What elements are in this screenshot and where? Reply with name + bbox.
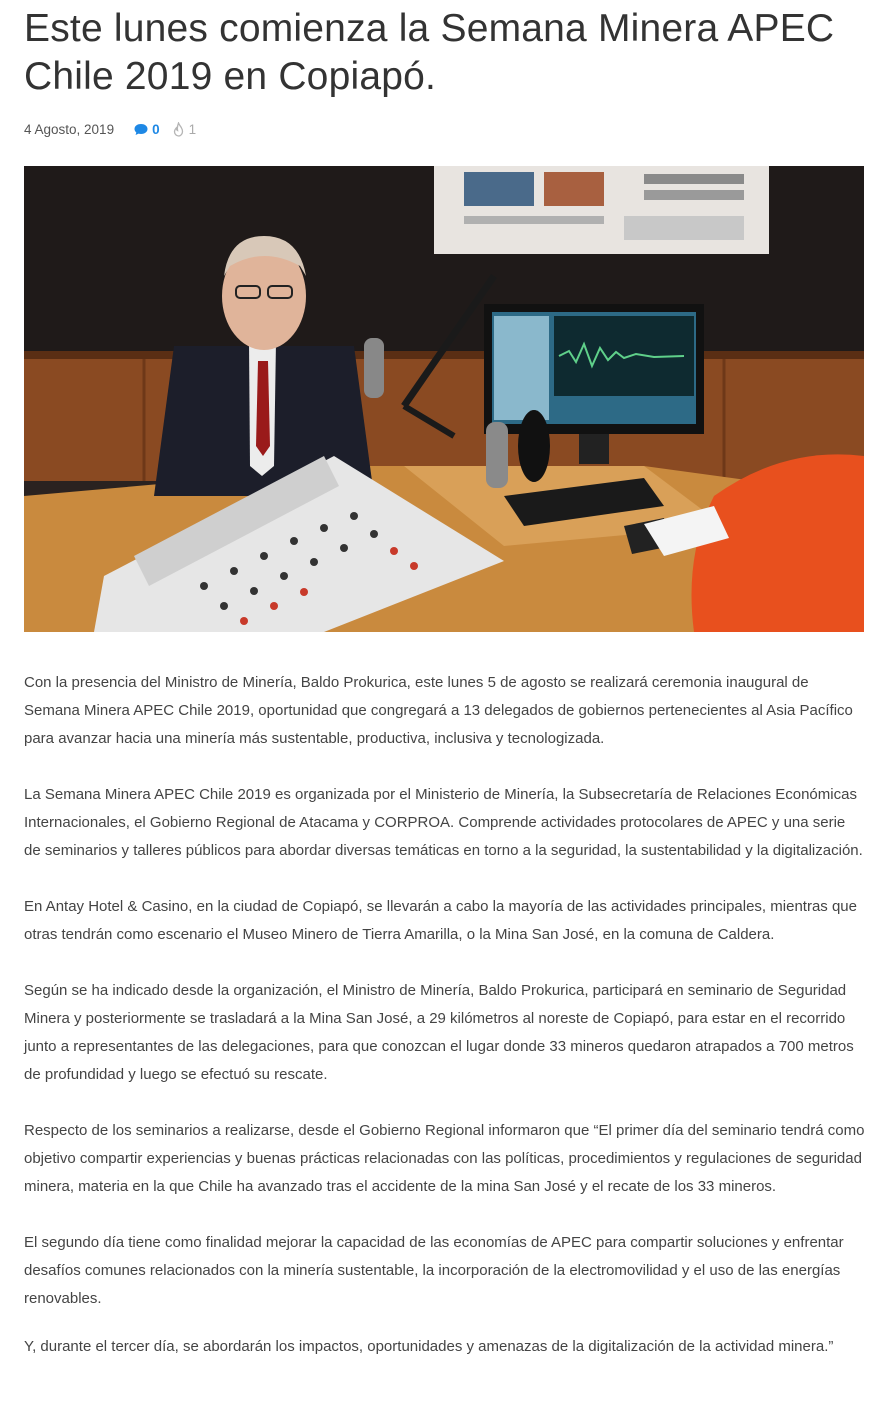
article-container bbox=[24, 0, 866, 1355]
paragraph-6: El segundo día tiene como finalidad mejorar la capacidad de las economías de APEC para compartir soluciones y enfrentar desafíos comunes relacionados con la minería sustentable, la incorporación de la electromovilidad y el uso de las energías renovables. bbox=[24, 1234, 844, 1307]
comments-count: 0 bbox=[152, 122, 160, 137]
paragraph-4: Según se ha indicado desde la organización, el Ministro de Minería, Baldo Prokurica, participará en seminario de Seguridad Minera y posteriormente se trasladará a la Mina San José, a 29 kilómetros al noreste de Copiapó, para estar en el recorrido junto a representantes de las delegaciones, para que conozcan el lugar donde 33 mineros quedaron atrapados a 700 metros de profundidad y luego se efectuó su rescate. bbox=[24, 982, 854, 1083]
paragraph-3: En Antay Hotel & Casino, en la ciudad de Copiapó, se llevarán a cabo la mayoría de las actividades principales, mientras que otras tendrán como escenario el Museo Minero de Tierra Amarilla, o la Mina San José, en la comuna de Caldera. bbox=[24, 898, 857, 943]
paragraph-7: Y, durante el tercer día, se abordarán los impactos, oportunidades y amenazas de la digitalización de la actividad minera.” bbox=[24, 1338, 834, 1355]
views-count: 1 bbox=[188, 122, 197, 137]
article-title: Este lunes comienza la Semana Minera APEC Chile 2019 en Copiapó. bbox=[24, 7, 835, 98]
article-meta bbox=[24, 122, 196, 137]
paragraph-5: Respecto de los seminarios a realizarse, desde el Gobierno Regional informaron que “El primer día del seminario tendrá como objetivo compartir experiencias y buenas prácticas relacionadas con las políticas, procedimientos y regulaciones de seguridad minera, materia en la que Chile ha avanzado tras el accidente de la mina San José y el recate de los 33 mineros. bbox=[24, 1122, 865, 1195]
featured-photo bbox=[24, 166, 864, 632]
views-counter bbox=[172, 122, 197, 137]
comment-bubble-icon bbox=[134, 123, 148, 136]
paragraph-2: La Semana Minera APEC Chile 2019 es organizada por el Ministerio de Minería, la Subsecretaría de Relaciones Económicas Internacionales, el Gobierno Regional de Atacama y CORPROA. Comprende actividades protocolares de APEC y una serie de seminarios y talleres públicos para abordar diversas temáticas en torno a la seguridad, la sustentabilidad y la digitalización. bbox=[24, 786, 863, 859]
flame-icon bbox=[172, 122, 185, 137]
radio-studio-photo bbox=[24, 166, 864, 632]
comments-link[interactable] bbox=[134, 122, 160, 137]
article-body bbox=[24, 669, 866, 1389]
paragraph-1: Con la presencia del Ministro de Minería, Baldo Prokurica, este lunes 5 de agosto se realizará ceremonia inaugural de Semana Minera APEC Chile 2019, oportunidad que congregará a 13 delegados de gobiernos pertenecientes al Asia Pacífico para avanzar hacia una minería más sustentable, productiva, inclusiva y tecnologizada. bbox=[24, 674, 853, 747]
post-date: 4 Agosto, 2019 bbox=[24, 122, 115, 137]
